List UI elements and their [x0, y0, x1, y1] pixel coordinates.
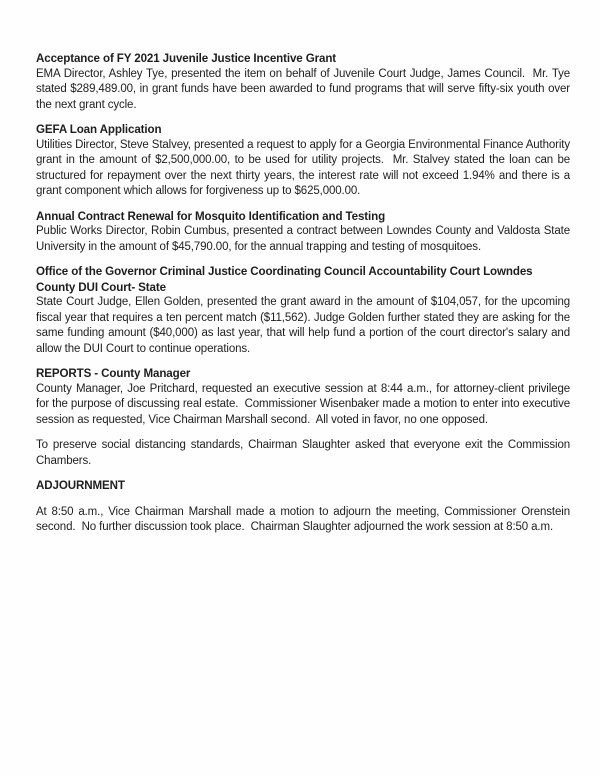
paragraph: At 8:50 a.m., Vice Chairman Marshall made a motion to adjourn the meeting, Commissioner Orenstein second. No further discussion took place. Chairman Slaughter adjourned the work session at 8:50 a.m.: [36, 505, 574, 533]
paragraph: State Court Judge, Ellen Golden, presented the grant award in the amount of $104,057, for the upcoming fiscal year that requires a ten percent match ($11,562). Judge Golden further stated they are asking for the same funding amount ($40,000) as last year, that will help fund a portion of the court director's salary and allow the DUI Court to continue operations.: [36, 296, 574, 355]
section-heading: GEFA Loan Application: [36, 123, 162, 136]
document-section: [36, 366, 574, 469]
section-paragraphs: [36, 224, 574, 255]
paragraph: Utilities Director, Steve Stalvey, presented a request to apply for a Georgia Environmental Finance Authority grant in the amount of $2,500,000.00, to be used for utility projects. Mr. Stalvey stated the loan can be structured for repayment over the next thirty years, the interest rate will not exceed 1.94% and there is a grant component which allows for forgiveness up to $625,000.00.: [36, 138, 574, 197]
section-heading: Office of the Governor Criminal Justice Coordinating Council Accountability Court Lowndes County DUI Court- State: [36, 265, 533, 294]
section-paragraphs: [36, 505, 574, 536]
section-heading: Acceptance of FY 2021 Juvenile Justice Incentive Grant: [36, 52, 337, 65]
paragraph: Public Works Director, Robin Cumbus, presented a contract between Lowndes County and Valdosta State University in the amount of $45,790.00, for the annual trapping and testing of mosquitoes.: [36, 225, 574, 253]
paragraph: County Manager, Joe Pritchard, requested an executive session at 8:44 a.m., for attorney-client privilege for the purpose of discussing real estate. Commissioner Wisenbaker made a motion to enter into executive session as requested, Vice Chairman Marshall second. All voted in favor, no one opposed.: [36, 382, 574, 426]
paragraph: EMA Director, Ashley Tye, presented the item on behalf of Juvenile Court Judge, James Council. Mr. Tye stated $289,489.00, in grant funds have been awarded to fund programs that will serve fifty-six youth over the next grant cycle.: [36, 67, 574, 111]
section-paragraphs: [36, 382, 574, 470]
section-paragraphs: [36, 67, 574, 114]
section-heading: Annual Contract Renewal for Mosquito Identification and Testing: [36, 209, 386, 223]
section-paragraphs: [36, 295, 574, 357]
document-section: [36, 51, 574, 113]
document-section: [36, 478, 574, 536]
section-heading: REPORTS - County Manager: [36, 367, 191, 380]
document-section: [36, 264, 574, 357]
section-heading: ADJOURNMENT: [36, 479, 125, 492]
document-section: [36, 122, 574, 200]
document-section: [36, 209, 574, 256]
section-paragraphs: [36, 138, 574, 200]
document-body: [36, 51, 574, 536]
paragraph: To preserve social distancing standards, Chairman Slaughter asked that everyone exit the Commission Chambers.: [36, 439, 574, 467]
